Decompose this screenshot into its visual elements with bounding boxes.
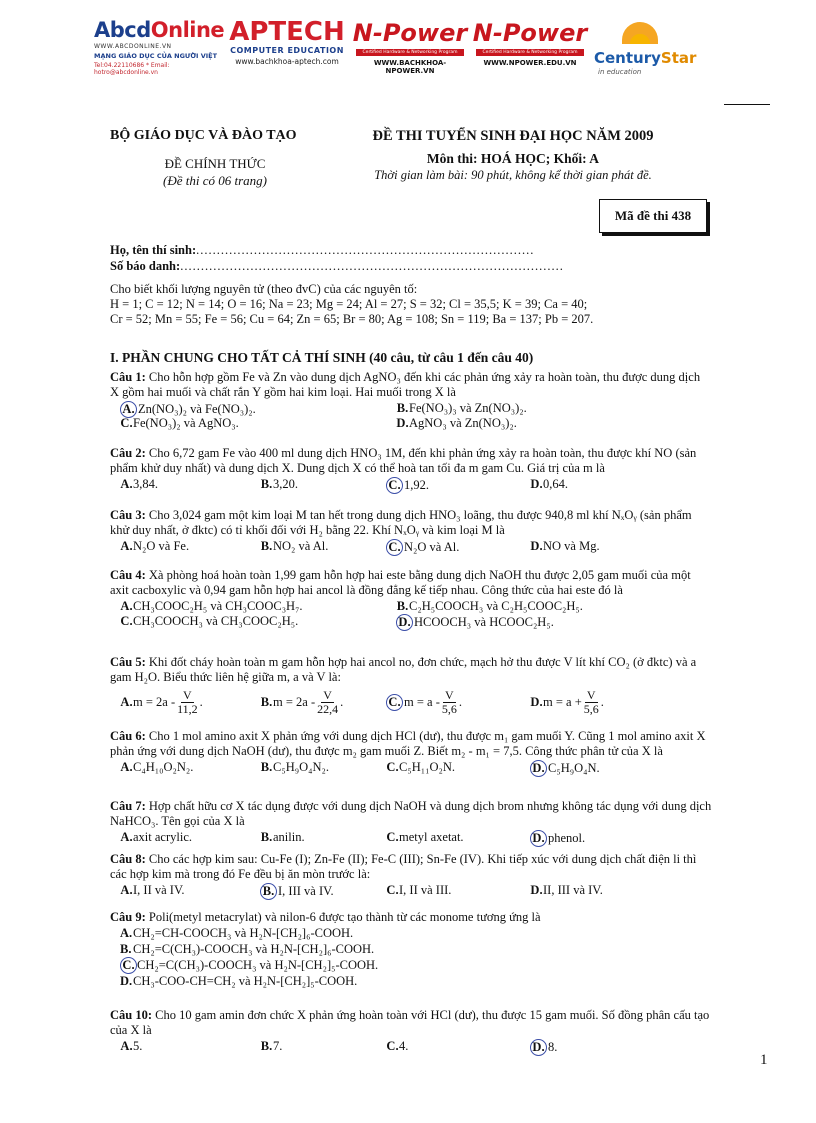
aptech-name: APTECH [229, 17, 345, 47]
option-b[interactable] [396, 401, 527, 416]
header-left [110, 128, 320, 189]
abcd-logo-text: Abcd [94, 18, 151, 42]
question-label: Câu 10: [110, 1008, 153, 1022]
option-letter: C. [386, 760, 399, 774]
option-letter: A. [120, 477, 133, 491]
question-8 [110, 852, 712, 899]
page-count-note: (Đề thi có 06 trang) [163, 173, 267, 188]
option-text: CH₃COOC₂H₅ và CH₃COOC₃H₇. [133, 599, 303, 613]
option-text: CH₂=C(CH₃)-COOCH₃ và H₂N-[CH₂]₅-COOH. [137, 957, 379, 972]
options [110, 760, 712, 776]
options [110, 689, 712, 723]
options [110, 599, 712, 629]
option-letter: B. [260, 477, 273, 491]
option-b[interactable] [260, 477, 298, 492]
option-letter: C. [120, 957, 137, 974]
option-text: C₄H₁₀O₂N₂. [133, 760, 194, 774]
option-letter: A. [120, 760, 133, 774]
options [110, 883, 712, 899]
option-text: C₅H₉O₄N. [548, 761, 600, 775]
option-b[interactable] [260, 883, 334, 900]
option-d[interactable] [530, 477, 568, 492]
sun-icon [622, 22, 658, 44]
option-text: I, II và III. [399, 883, 452, 897]
npower-tag-2: Certified Hardware & Networking Program [476, 49, 584, 56]
option-letter: B. [260, 830, 273, 844]
option-letter: D. [530, 883, 543, 897]
abcdonline-logo [94, 18, 226, 76]
option-text: CH₂=CH-COOCH₃ và H₂N-[CH₂]₆-COOH. [133, 925, 354, 940]
npower-website-2: WWW.NPOWER.EDU.VN [483, 59, 577, 67]
option-text: HCOOCH₃ và HCOOC₂H₅. [414, 615, 554, 629]
candidate-id-field [110, 259, 564, 274]
option-text: AgNO₃ và Zn(NO₃)₂. [409, 416, 517, 430]
option-letter: D. [396, 614, 413, 631]
option-letter: D. [530, 830, 547, 847]
aptech-logo [228, 18, 346, 66]
option-letter: C. [386, 883, 399, 897]
option-letter: D. [396, 416, 409, 430]
npower-name-1: N-Power [352, 19, 468, 47]
question-5 [110, 655, 712, 723]
option-text: C₅H₁₁O₂N. [399, 760, 455, 774]
question-text: Cho hỗn hợp gồm Fe và Zn vào dung dịch AgNO₃ đến khi các phản ứng xảy ra hoàn toàn, thu được dung dịch X gồm hai muối và chất rắn Y gồm hai kim loại. Hai muối trong X là [110, 370, 701, 399]
abcd-slogan: MẠNG GIÁO DỤC CỦA NGƯỜI VIỆT [94, 52, 218, 60]
question-3 [110, 508, 712, 555]
question-text: Cho 3,024 gam một kim loại M tan hết trong dung dịch HNO₃ loãng, thu được 940,8 ml khí NₓOᵧ (sản phẩm khử duy nhất, ở đktc) có tỉ khối đối với H₂ bằng 22. Khí NₓOᵧ và kim loại M là [110, 508, 692, 537]
frac-denominator: 5,6 [441, 702, 457, 716]
option-c[interactable] [386, 760, 455, 775]
option-d[interactable] [110, 973, 712, 989]
option-letter: A. [120, 401, 137, 418]
option-c[interactable] [386, 477, 429, 494]
question-text: Cho 10 gam amin đơn chức X phản ứng hoàn toàn với HCl (dư), thu được 15 gam muối. Số đồng phân cấu tạo của X là [110, 1008, 710, 1037]
option-letter: D. [530, 1039, 547, 1056]
option-letter: D. [120, 973, 133, 988]
question-label: Câu 7: [110, 799, 146, 813]
option-expr: m = 2a - [273, 695, 316, 709]
question-text: Khi đốt cháy hoàn toàn m gam hỗn hợp hai ancol no, đơn chức, mạch hở thu được V lít khí CO₂ (ở đktc) và a gam H₂O. Biểu thức liên hệ giữa m, a và V là: [110, 655, 697, 684]
option-letter: A. [120, 599, 133, 613]
option-a[interactable] [120, 539, 189, 554]
option-letter: D. [530, 477, 543, 491]
option-letter: A. [120, 925, 133, 940]
option-a[interactable] [120, 1039, 142, 1054]
official-label: ĐỀ CHÍNH THỨC [164, 156, 266, 171]
npower-tag-1: Certified Hardware & Networking Program [356, 49, 464, 56]
question-text: Cho 6,72 gam Fe vào 400 ml dung dịch HNO₃ 1M, đến khi phản ứng xảy ra hoàn toàn, thu được khí NO (sản phẩm khử duy nhất) và dung dịch X. Dung dịch X có thể hoà tan tối đa m gam Cu. Giá trị của m là [110, 446, 697, 475]
option-c[interactable]: C. m = a - $\frac{V}{5,6}$ . [386, 689, 462, 716]
centurystar-logo [592, 22, 697, 82]
section-heading: I. PHẦN CHUNG CHO TẤT CẢ THÍ SINH (40 câu, từ câu 1 đến câu 40) [110, 350, 534, 365]
option-c[interactable] [120, 614, 298, 629]
option-d[interactable]: D. m = a + $\frac{V}{5,6}$ . [530, 688, 604, 716]
candidate-name-label: Họ, tên thí sinh: [110, 243, 197, 257]
ministry-name: BỘ GIÁO DỤC VÀ ĐÀO TẠO [110, 128, 297, 143]
option-d[interactable] [530, 760, 600, 777]
question-1 [110, 370, 712, 431]
question-text: Cho 1 mol amino axit X phản ứng với dung dịch HCl (dư), thu được m₁ gam muối Y. Cũng 1 mol amino axit X phản ứng với dung dịch NaOH (dư), thu được m₂ gam muối Z. Biết m₂ - m₁ = 7,5. Công thức phân tử của X là [110, 729, 706, 758]
question-label: Câu 2: [110, 446, 146, 460]
option-letter: B. [260, 1039, 273, 1053]
header-right [348, 128, 678, 183]
frac-numerator: V [323, 688, 332, 702]
frac-numerator: V [183, 688, 192, 702]
option-letter: B. [260, 539, 273, 553]
option-text: CH₃COOCH₃ và CH₃COOC₂H₅. [133, 614, 299, 628]
star-word: Star [660, 49, 697, 67]
options [110, 401, 712, 431]
option-text: CH₂=C(CH₃)-COOCH₃ và H₂N-[CH₂]₆-COOH. [133, 941, 375, 956]
option-letter: C. [386, 477, 403, 494]
npower-logo-2 [472, 18, 588, 67]
candidate-id-dots: ............................................................................................. [180, 259, 564, 273]
npower-website-1: WWW.BACHKHOA-NPOWER.VN [373, 59, 447, 75]
candidate-name-dots: .................................................................................. [196, 243, 535, 257]
candidate-id-label: Số báo danh: [110, 259, 181, 273]
option-text: CH₃-COO-CH=CH₂ và H₂N-[CH₂]₅-COOH. [133, 973, 358, 988]
option-a[interactable] [110, 925, 712, 941]
option-text: II, III và IV. [543, 883, 603, 897]
option-b[interactable] [260, 539, 328, 554]
exam-subject: Môn thi: HOÁ HỌC; Khối: A [426, 151, 600, 166]
aptech-website: www.bachkhoa-aptech.com [235, 57, 339, 66]
options [110, 925, 712, 989]
question-label: Câu 5: [110, 655, 146, 669]
candidate-name-field [110, 243, 534, 258]
option-text: Fe(NO₃)₂ và AgNO₃. [133, 416, 239, 430]
option-d[interactable] [530, 883, 603, 898]
abcd-website: WWW.ABCDONLINE.VN [94, 43, 172, 50]
atomic-line-2: Cr = 52; Mn = 55; Fe = 56; Cu = 64; Zn = 65; Br = 80; Ag = 108; Sn = 119; Ba = 137; Pb = 207. [110, 312, 594, 326]
option-text: 1,92. [404, 478, 429, 492]
option-text: anilin. [273, 830, 305, 844]
option-d[interactable] [396, 614, 554, 631]
sponsor-banner [94, 17, 697, 84]
option-letter: A. [120, 695, 133, 709]
option-letter: A. [120, 539, 133, 553]
option-letter: B. [396, 599, 409, 613]
option-b[interactable] [260, 830, 305, 845]
option-text: C₅H₉O₄N₂. [273, 760, 329, 774]
option-text: Zn(NO₃)₂ và Fe(NO₃)₂. [138, 402, 256, 416]
question-label: Câu 9: [110, 910, 146, 924]
frac-numerator: V [445, 688, 454, 702]
question-text: Poli(metyl metacrylat) và nilon-6 được tạo thành từ các monome tương ứng là [148, 910, 541, 924]
question-label: Câu 3: [110, 508, 146, 522]
option-expr: m = 2a - [133, 695, 176, 709]
question-label: Câu 1: [110, 370, 146, 384]
option-expr: m = a - [404, 695, 440, 709]
online-logo-text: Online [150, 18, 225, 42]
question-label: Câu 4: [110, 568, 146, 582]
question-6 [110, 729, 712, 776]
option-c[interactable] [386, 883, 451, 898]
atomic-line-1: H = 1; C = 12; N = 14; O = 16; Na = 23; Mg = 24; Al = 27; S = 32; Cl = 35,5; K = 39; Ca = 40; [110, 297, 588, 311]
question-text: Cho các hợp kim sau: Cu-Fe (I); Zn-Fe (II); Fe-C (III); Sn-Fe (IV). Khi tiếp xúc với dung dịch chất điện li thì các hợp kim mà trong đó Fe đều bị ăn mòn trước là: [110, 852, 697, 881]
option-letter: B. [120, 941, 132, 956]
option-text: N₂O và Fe. [133, 539, 190, 553]
option-letter: D. [530, 695, 543, 709]
option-b[interactable]: B. m = 2a - $\frac{V}{22,4}$ . [260, 688, 344, 716]
option-text: NO₂ và Al. [273, 539, 329, 553]
question-10 [110, 1008, 712, 1055]
exam-code-box: Mã đề thi 438 [599, 199, 707, 233]
option-letter: B. [260, 695, 273, 709]
option-c[interactable] [386, 539, 459, 556]
option-letter: B. [396, 401, 409, 415]
question-label: Câu 6: [110, 729, 146, 743]
atomic-intro: Cho biết khối lượng nguyên tử (theo đvC) của các nguyên tố: [110, 282, 418, 296]
option-text: 3,20. [273, 477, 298, 491]
option-letter: C. [386, 694, 403, 711]
option-letter: A. [120, 883, 133, 897]
question-label: Câu 8: [110, 852, 146, 866]
question-2 [110, 446, 712, 493]
npower-name-2: N-Power [472, 19, 588, 47]
option-a[interactable] [120, 883, 185, 898]
frac-denominator: 5,6 [583, 702, 599, 716]
century-tagline: in education [598, 68, 642, 76]
option-letter: D. [530, 760, 547, 777]
option-text: 7. [273, 1039, 283, 1053]
option-letter: C. [386, 539, 403, 556]
option-c[interactable] [110, 957, 712, 973]
question-7 [110, 799, 712, 846]
option-c[interactable] [386, 830, 464, 845]
frac-numerator: V [586, 688, 596, 702]
option-text: 5. [133, 1039, 143, 1053]
option-text: I, II và IV. [133, 883, 185, 897]
option-text: N₂O và Al. [404, 540, 460, 554]
exam-time: Thời gian làm bài: 90 phút, không kể thời gian phát đề. [374, 168, 652, 182]
option-letter: B. [260, 760, 273, 774]
options [110, 830, 712, 846]
option-text: 3,84. [133, 477, 158, 491]
npower-logo-1 [352, 18, 468, 75]
option-letter: B. [260, 883, 277, 900]
option-b[interactable] [260, 760, 329, 775]
option-letter: D. [530, 539, 543, 553]
option-text: 0,64. [543, 477, 568, 491]
option-b[interactable] [260, 1039, 282, 1054]
option-d[interactable] [396, 416, 517, 431]
page-number: 1 [760, 1052, 768, 1068]
frac-denominator: 22,4 [317, 702, 339, 716]
option-text: metyl axetat. [399, 830, 464, 844]
option-text: axit acrylic. [133, 830, 192, 844]
option-letter: C. [120, 416, 133, 430]
option-letter: C. [386, 1039, 399, 1053]
options [110, 477, 712, 493]
option-letter: C. [386, 830, 399, 844]
option-text: phenol. [548, 831, 586, 845]
aptech-subtitle: COMPUTER EDUCATION [230, 46, 344, 55]
options [110, 1039, 712, 1055]
frac-denominator: 11,2 [177, 702, 198, 716]
question-9 [110, 910, 712, 989]
question-text: Xà phòng hoá hoàn toàn 1,99 gam hỗn hợp hai este bằng dung dịch NaOH thu được 2,05 gam muối của một axit cacboxylic và 0,94 gam hỗn hợp hai ancol là đồng đẳng kế tiếp nhau. Công thức của hai este đó là [110, 568, 691, 597]
options [110, 539, 712, 555]
option-letter: C. [120, 614, 133, 628]
option-a[interactable] [120, 760, 193, 775]
question-text: Hợp chất hữu cơ X tác dụng được với dung dịch NaOH và dung dịch brom nhưng không tác dụng với dung dịch NaHCO₃. Tên gọi của X là [110, 799, 712, 828]
option-letter: A. [120, 830, 133, 844]
option-text: NO và Mg. [543, 539, 600, 553]
abcd-contact: Tel:04.22110686 * Email: hotro@abcdonline.vn [94, 62, 170, 76]
option-d[interactable] [530, 830, 585, 847]
option-a[interactable] [120, 477, 158, 492]
option-text: I, III và IV. [278, 884, 334, 898]
option-a[interactable] [120, 599, 303, 614]
option-d[interactable] [530, 539, 600, 554]
question-4 [110, 568, 712, 629]
option-c[interactable] [386, 1039, 408, 1054]
option-a[interactable] [120, 830, 192, 845]
century-word: Century [594, 49, 661, 67]
option-text: C₂H₅COOCH₃ và C₂H₅COOC₂H₅. [409, 599, 583, 613]
option-b[interactable] [396, 599, 583, 614]
option-d[interactable] [530, 1039, 557, 1056]
option-text: 4. [399, 1039, 409, 1053]
exam-title: ĐỀ THI TUYỂN SINH ĐẠI HỌC NĂM 2009 [372, 128, 654, 144]
option-b[interactable] [110, 941, 712, 957]
option-text: Fe(NO₃)₃ và Zn(NO₃)₂. [409, 401, 527, 415]
option-text: 8. [548, 1040, 558, 1054]
option-a[interactable]: A. m = 2a - $\frac{V}{11,2}$ . [120, 688, 203, 716]
option-c[interactable] [120, 416, 239, 431]
option-letter: A. [120, 1039, 133, 1053]
atomic-mass-block [110, 282, 710, 327]
option-expr: m = a + [543, 695, 582, 709]
top-rule [724, 104, 770, 105]
